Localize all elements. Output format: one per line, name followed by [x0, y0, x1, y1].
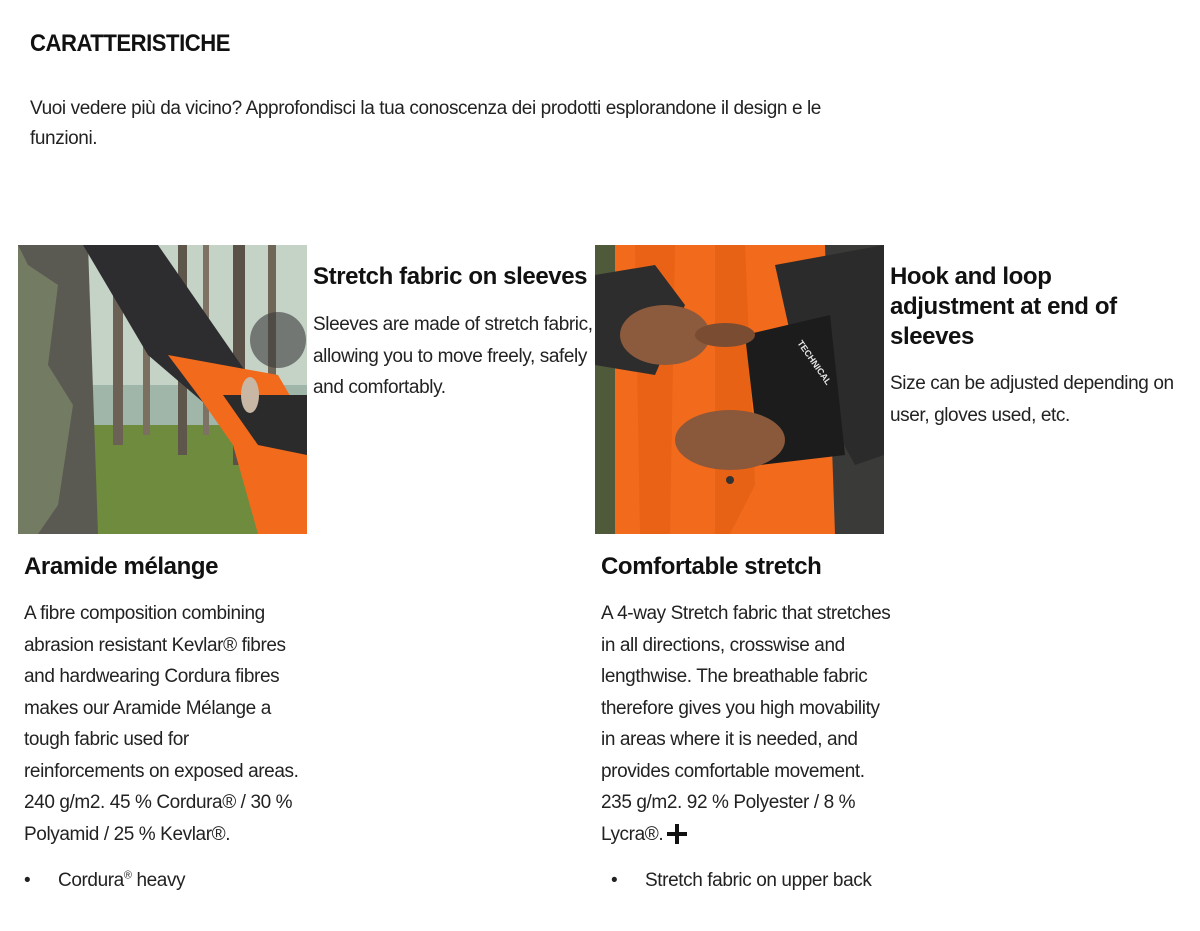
bullet-stretch-back — [611, 867, 871, 895]
sleeve-photo — [18, 245, 307, 534]
bullet-stretch-back-text: Stretch fabric on upper back — [645, 870, 872, 891]
feature-title-comfortable-stretch: Comfortable stretch — [601, 553, 822, 580]
feature-text-comfortable-stretch: A 4-way Stretch fabric that stretches in all directions, crosswise and lengthwise. The breathable fabric therefore gives you high movability in areas where it is needed, and provides comfortable movement. 235 g/m2. 92 % Polyester / 8 % Lycra®. — [601, 603, 891, 845]
section-title: CARATTERISTICHE — [30, 30, 230, 57]
bullet-dot: • — [24, 870, 31, 891]
bullet-cordura-text: Cordura® heavy — [58, 869, 186, 891]
feature-text-hook-loop: Size can be adjusted depending on user, gloves used, etc. — [890, 373, 1174, 426]
cuff-photo — [595, 245, 884, 534]
bullet-dot: • — [611, 870, 618, 891]
section-intro: Vuoi vedere più da vicino? Approfondisci la tua conoscenza dei prodotti esplorandone il design e le funzioni. — [30, 98, 821, 149]
feature-title-hook-loop: Hook and loop adjustment at end of sleeves — [890, 263, 1117, 350]
bullet-cordura — [24, 867, 185, 895]
feature-title-aramide: Aramide mélange — [24, 553, 219, 580]
feature-title-stretch-sleeves: Stretch fabric on sleeves — [313, 263, 588, 290]
expand-plus-icon[interactable] — [667, 824, 687, 844]
feature-text-aramide: A fibre composition combining abrasion resistant Kevlar® fibres and hardwearing Cordura fibres makes our Aramide Mélange a tough fabric used for reinforcements on exposed areas. 240 g/m2. 45 % Cordura® / 30 % Polyamid / 25 % Kevlar®. — [24, 603, 299, 845]
cuff-label: TECHNICAL — [795, 338, 834, 387]
feature-text-stretch-sleeves: Sleeves are made of stretch fabric, allowing you to move freely, safely and comfortably. — [313, 314, 593, 398]
